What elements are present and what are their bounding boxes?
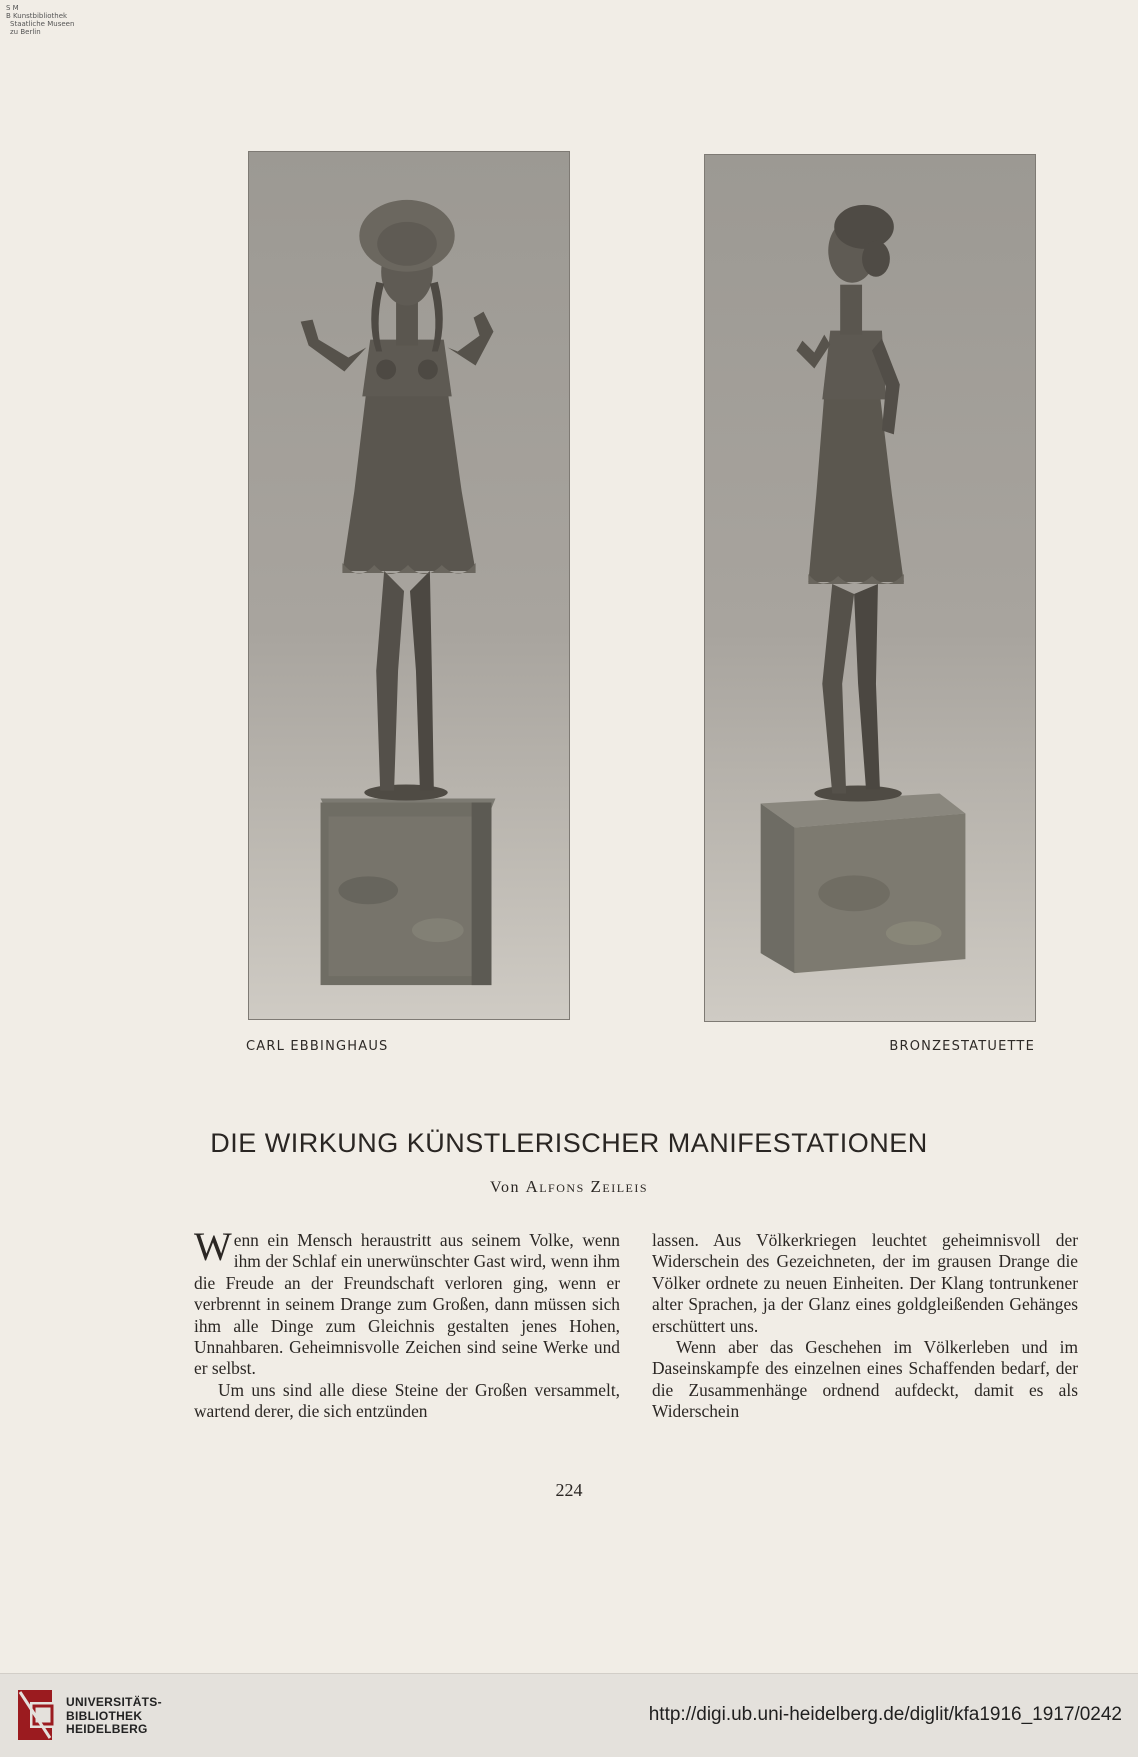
paragraph: lassen. Aus Völkerkriegen leuchtet geheimnisvoll der Widerschein des Gezeichneten, der im grausen Drange die Völker ordnete zu neuen Einheiten. Der Klang tontrunkener alter Sprachen, ja der Glanz eines goldgleißenden Gehänges erschüttert uns. — [652, 1230, 1078, 1336]
stamp-line: zu Berlin — [10, 28, 41, 36]
paragraph: Wenn aber das Geschehen im Völkerleben und im Daseinskampfe des einzelnen eines Schaffenden bedarf, der die Zusammenhänge ordnend aufdeckt, damit es als Widerschein — [652, 1337, 1078, 1422]
paragraph — [194, 1224, 620, 1380]
source-url-link[interactable]: http://digi.ub.uni-heidelberg.de/diglit/kfa1916_1917/0242 — [648, 1704, 1122, 1725]
statuette-front-photo — [248, 151, 570, 1020]
statuette-side-photo — [704, 154, 1036, 1022]
drop-cap: W — [194, 1224, 232, 1269]
university-library-logo-icon — [14, 1686, 56, 1744]
stamp-line: B Kunstbibliothek — [6, 12, 68, 20]
caption-work: BRONZESTATUETTE — [889, 1039, 1035, 1054]
caption-artist: CARL EBBINGHAUS — [246, 1039, 389, 1054]
article-title: DIE WIRKUNG KÜNSTLERISCHER MANIFESTATIONEN — [210, 1128, 928, 1158]
stamp-line: Staatliche Museen — [10, 20, 75, 28]
paragraph-text: enn ein Mensch heraustritt aus seinem Volke, wenn ihm der Schlaf ein unerwünschter Gast wird, wenn ihm die Freude an der Freundschaft verloren ging, wenn er verbrennt in seinem Drange zum Großen, dann müssen sich ihm alle Dinge zum Gleichnis gestalten jenes Hohen, Unnahbaren. Geheimnisvolle Zeichen sind seine Werke und er selbst. — [194, 1230, 620, 1379]
library-name-line: HEIDELBERG — [66, 1722, 148, 1736]
page-number: 224 — [555, 1480, 583, 1500]
library-name — [66, 1696, 162, 1737]
byline-prefix: Von — [489, 1179, 520, 1196]
library-name-line: UNIVERSITÄTS- — [66, 1695, 162, 1709]
article-byline — [0, 1177, 1138, 1197]
text-column-right — [652, 1230, 1078, 1423]
digitization-footer — [0, 1673, 1138, 1757]
text-column-left — [194, 1224, 620, 1423]
paragraph: Um uns sind alle diese Steine der Großen versammelt, wartend derer, die sich entzünden — [194, 1379, 620, 1422]
statuette-front-illustration — [249, 152, 569, 1019]
stamp-line: S M — [6, 4, 19, 12]
statuette-side-illustration — [705, 155, 1035, 1021]
library-stamp — [6, 4, 74, 36]
library-name-line: BIBLIOTHEK — [66, 1708, 143, 1723]
byline-author: Alfons Zeileis — [525, 1177, 649, 1196]
